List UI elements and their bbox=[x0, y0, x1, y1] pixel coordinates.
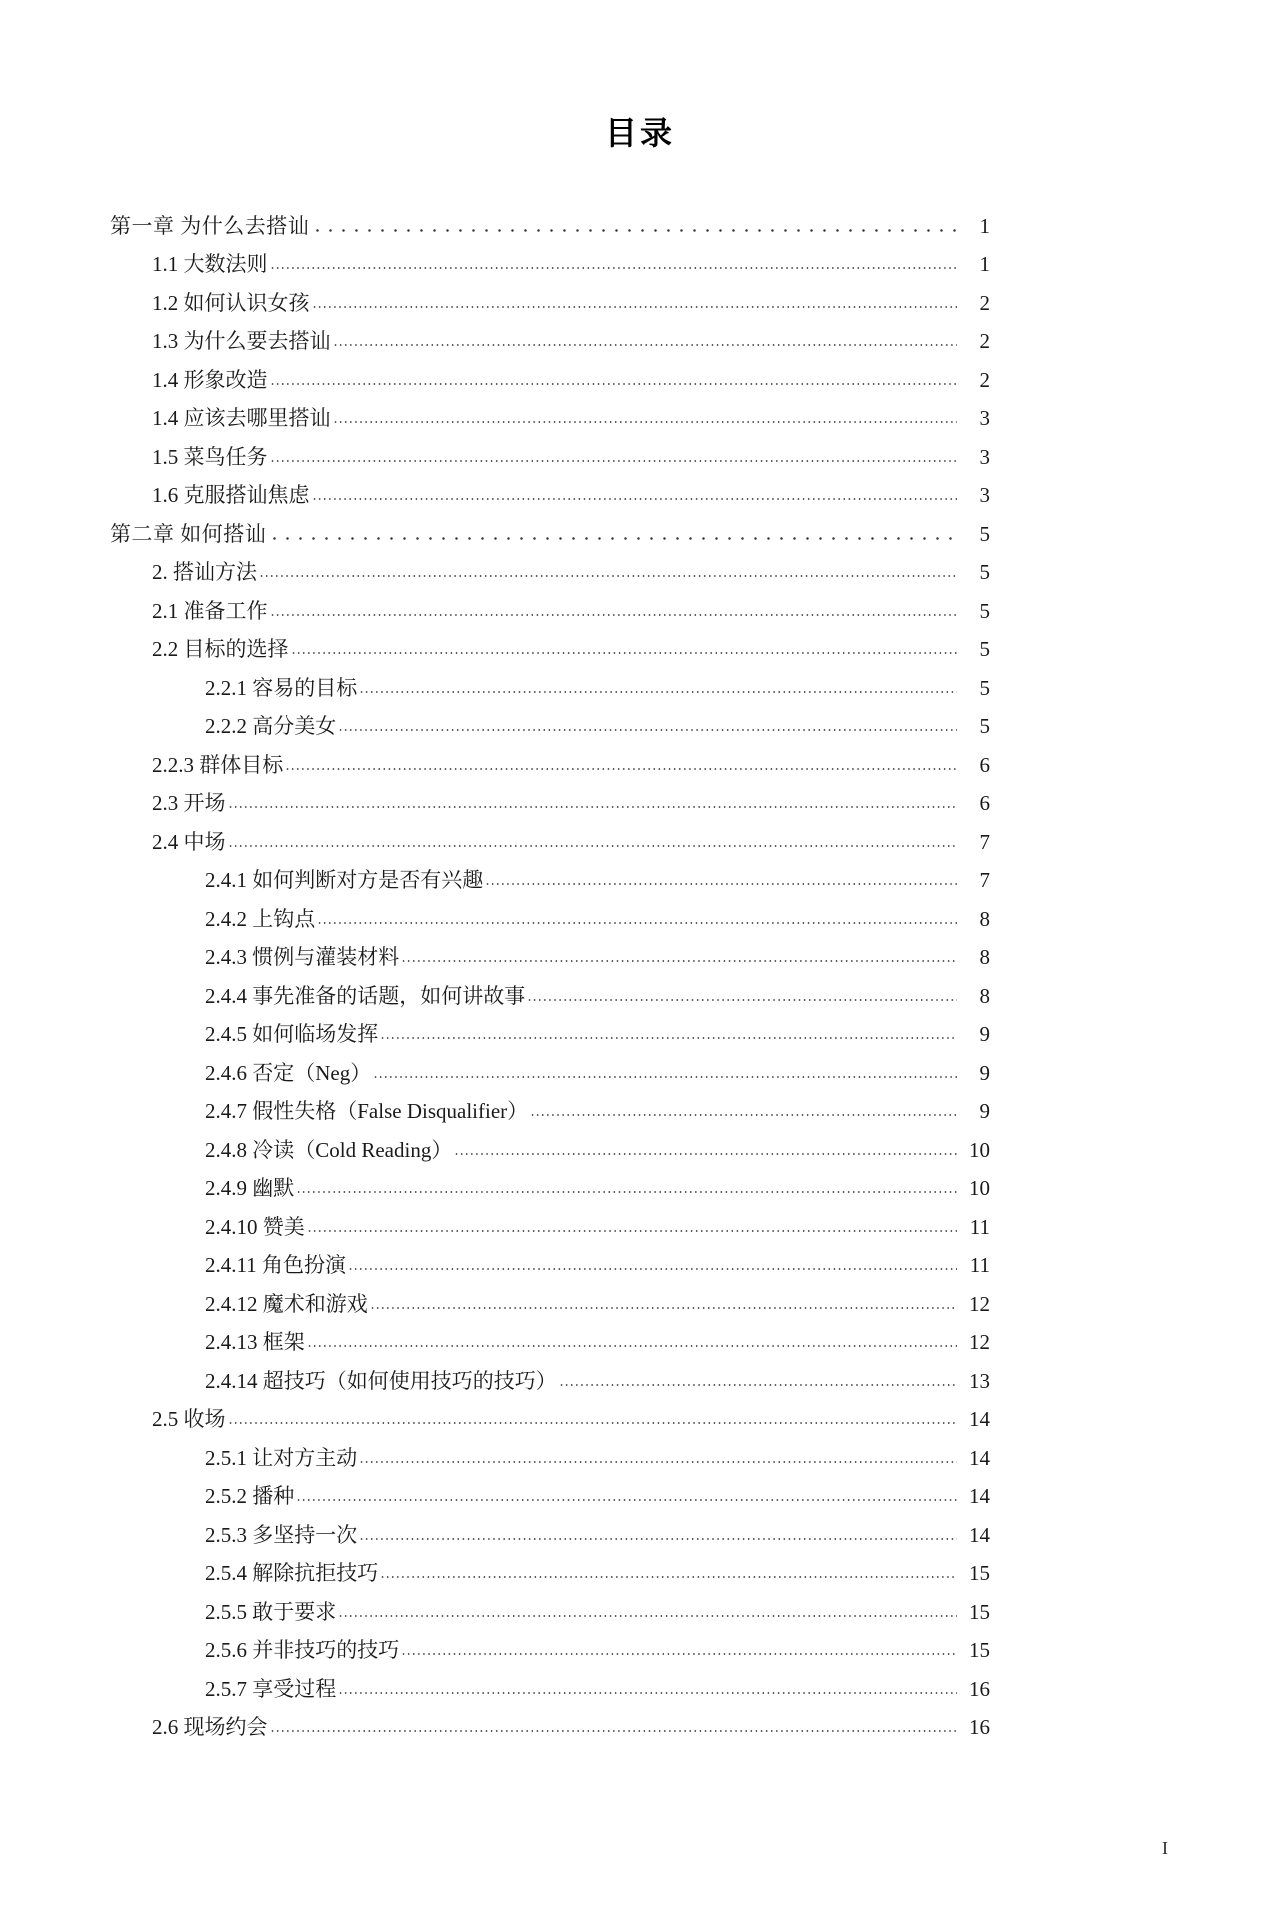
toc-leader-dots bbox=[270, 369, 958, 390]
toc-entry-label: 1.2 如何认识女孩 bbox=[152, 290, 310, 315]
toc-entry-page-number: 7 bbox=[979, 868, 990, 892]
toc-leader-dots bbox=[333, 330, 958, 351]
toc-entry-label: 2.4.14 超技巧（如何使用技巧的技巧） bbox=[205, 1368, 557, 1393]
toc-entry-label: 2.4 中场 bbox=[152, 829, 226, 854]
toc-entry[interactable] bbox=[110, 1661, 990, 1700]
toc-entry-page-number: 14 bbox=[969, 1522, 990, 1547]
toc-entry-page-number: 14 bbox=[969, 1407, 990, 1431]
toc-entry-page-number: 3 bbox=[979, 483, 990, 507]
toc-leader-dots bbox=[527, 985, 957, 1006]
toc-entry-page-number: 15 bbox=[969, 1561, 990, 1585]
toc-leader-dots bbox=[317, 908, 957, 929]
toc-entry[interactable] bbox=[110, 1469, 990, 1508]
toc-entry-page-number: 10 bbox=[969, 1176, 990, 1200]
toc-entry-label: 2.2.1 容易的目标 bbox=[205, 675, 358, 700]
toc-entry[interactable] bbox=[110, 968, 990, 1007]
toc-entry-label: 2.4.10 赞美 bbox=[205, 1214, 305, 1239]
toc-entry[interactable] bbox=[110, 660, 990, 699]
toc-entry-page-number: 6 bbox=[979, 752, 990, 777]
toc-entry-page-number: 11 bbox=[969, 1253, 990, 1277]
toc-leader-dots bbox=[333, 407, 958, 428]
toc-entry-page-number: 8 bbox=[979, 945, 990, 969]
toc-leader-dots bbox=[312, 484, 958, 505]
toc-entry-label: 2.4.2 上钩点 bbox=[205, 906, 316, 931]
toc-leader-dots bbox=[373, 1062, 957, 1083]
toc-entry-page-number: 8 bbox=[979, 906, 990, 931]
toc-entry[interactable] bbox=[110, 198, 990, 237]
toc-leader-dots bbox=[296, 1177, 957, 1198]
toc-entry-label: 2.4.12 魔术和游戏 bbox=[205, 1291, 368, 1316]
toc-entry[interactable] bbox=[110, 1430, 990, 1469]
toc-entry-label: 2.4.3 惯例与灌装材料 bbox=[205, 945, 400, 969]
toc-entry-label: 2.5.1 让对方主动 bbox=[205, 1445, 358, 1470]
toc-entry-page-number: 5 bbox=[979, 560, 990, 584]
toc-entry-label: 第二章 如何搭讪 bbox=[110, 521, 267, 546]
toc-entry-label: 2.5.5 敢于要求 bbox=[205, 1599, 337, 1624]
toc-leader-dots bbox=[559, 1370, 957, 1391]
toc-entry-label: 1.3 为什么要去搭讪 bbox=[152, 329, 331, 353]
toc-entry[interactable] bbox=[110, 1276, 990, 1315]
toc-entry[interactable] bbox=[110, 1007, 990, 1046]
toc-leader-dots bbox=[359, 1524, 957, 1545]
toc-entry[interactable] bbox=[110, 352, 990, 391]
toc-entry[interactable] bbox=[110, 1161, 990, 1200]
toc-entry-label: 2.4.8 冷读（Cold Reading） bbox=[205, 1137, 453, 1162]
toc-entry-page-number: 1 bbox=[979, 252, 990, 276]
toc-entry-label: 2.4.9 幽默 bbox=[205, 1176, 295, 1200]
toc-entry-label: 2.5.7 享受过程 bbox=[205, 1676, 337, 1701]
toc-entry[interactable] bbox=[110, 1700, 990, 1739]
toc-entry[interactable] bbox=[110, 1546, 990, 1585]
toc-entry-label: 1.5 菜鸟任务 bbox=[152, 444, 268, 469]
toc-entry-label: 2.5.6 并非技巧的技巧 bbox=[205, 1638, 400, 1662]
toc-entry[interactable] bbox=[110, 1584, 990, 1623]
toc-leader-dots bbox=[296, 1485, 957, 1506]
toc-entry[interactable] bbox=[110, 699, 990, 738]
toc-entry-label: 2.5.4 解除抗拒技巧 bbox=[205, 1561, 379, 1585]
toc-entry-page-number: 2 bbox=[979, 290, 990, 315]
toc-entry-label: 2.4.4 事先准备的话题，如何讲故事 bbox=[205, 983, 526, 1008]
toc-entry-label: 2.4.6 否定（Neg） bbox=[205, 1060, 372, 1085]
toc-entry[interactable] bbox=[110, 275, 990, 314]
toc-leader-dots bbox=[291, 638, 958, 659]
toc-entry[interactable] bbox=[110, 545, 990, 584]
toc-entry-label: 2.3 开场 bbox=[152, 791, 226, 815]
toc-entry-label: 2.4.7 假性失格（False Disqualifier） bbox=[205, 1099, 529, 1123]
toc-entry-label: 2.5.2 播种 bbox=[205, 1484, 295, 1508]
toc-entry[interactable] bbox=[110, 391, 990, 430]
toc-leader-dots bbox=[307, 1331, 957, 1352]
toc-leader-dots bbox=[228, 831, 958, 852]
toc-leader-dots bbox=[359, 1447, 957, 1468]
toc-leader-dots bbox=[270, 600, 958, 621]
toc-entry[interactable] bbox=[110, 814, 990, 853]
toc-entry[interactable] bbox=[110, 1199, 990, 1238]
toc-leader-dots bbox=[348, 1254, 957, 1275]
toc-leader-dots bbox=[338, 715, 957, 736]
toc-entry-page-number: 15 bbox=[969, 1599, 990, 1624]
toc-leader-dots bbox=[380, 1023, 957, 1044]
toc-entry-label: 2.2.2 高分美女 bbox=[205, 714, 337, 738]
toc-entry-label: 2.4.11 角色扮演 bbox=[205, 1253, 346, 1277]
toc-entry-page-number: 16 bbox=[969, 1715, 990, 1739]
toc-entry-page-number: 6 bbox=[979, 791, 990, 815]
toc-entry[interactable] bbox=[110, 237, 990, 276]
toc-entry[interactable] bbox=[110, 1084, 990, 1123]
toc-entry-page-number: 16 bbox=[969, 1676, 990, 1701]
toc-leader-dots bbox=[401, 946, 957, 967]
toc-entry-page-number: 12 bbox=[969, 1291, 990, 1316]
toc-leader-dots bbox=[311, 215, 957, 236]
toc-entry-page-number: 13 bbox=[969, 1368, 990, 1393]
toc-entry[interactable] bbox=[110, 468, 990, 507]
toc-entry-page-number: 9 bbox=[979, 1099, 990, 1123]
toc-entry-label: 2.4.1 如何判断对方是否有兴趣 bbox=[205, 868, 484, 892]
toc-entry-label: 2.2 目标的选择 bbox=[152, 637, 289, 661]
toc-entry-page-number: 3 bbox=[979, 406, 990, 430]
toc-entry[interactable] bbox=[110, 853, 990, 892]
toc-entry[interactable] bbox=[110, 1353, 990, 1392]
toc-leader-dots bbox=[285, 754, 957, 775]
toc-leader-dots bbox=[359, 677, 957, 698]
toc-entry-page-number: 2 bbox=[979, 367, 990, 392]
toc-entry-page-number: 5 bbox=[979, 675, 990, 700]
toc-entry-page-number: 3 bbox=[979, 444, 990, 469]
toc-entry-label: 1.4 应该去哪里搭讪 bbox=[152, 406, 331, 430]
toc-entry-label: 2.5 收场 bbox=[152, 1407, 226, 1431]
toc-entry-page-number: 5 bbox=[979, 521, 990, 546]
toc-entry-page-number: 5 bbox=[979, 714, 990, 738]
toc-entry-page-number: 12 bbox=[969, 1330, 990, 1354]
toc-leader-dots bbox=[338, 1601, 957, 1622]
toc-entry-page-number: 15 bbox=[969, 1638, 990, 1662]
toc-leader-dots bbox=[228, 1408, 958, 1429]
toc-entry-label: 2.1 准备工作 bbox=[152, 598, 268, 623]
toc-entry[interactable] bbox=[110, 1623, 990, 1662]
toc-entry-page-number: 9 bbox=[979, 1022, 990, 1046]
toc-entry-label: 2.4.13 框架 bbox=[205, 1330, 305, 1354]
page-number-footer: I bbox=[1162, 1838, 1168, 1858]
toc-entry[interactable] bbox=[110, 1392, 990, 1431]
toc-entry-page-number: 11 bbox=[969, 1214, 990, 1239]
toc-entry-label: 2. 搭讪方法 bbox=[152, 560, 257, 584]
toc-entry[interactable] bbox=[110, 1122, 990, 1161]
toc-entry[interactable] bbox=[110, 930, 990, 969]
toc-entry[interactable] bbox=[110, 506, 990, 545]
toc-entry-label: 2.5.3 多坚持一次 bbox=[205, 1522, 358, 1547]
toc-leader-dots bbox=[485, 869, 957, 890]
toc-entry-page-number: 10 bbox=[969, 1137, 990, 1162]
toc-leader-dots bbox=[228, 792, 958, 813]
toc-leader-dots bbox=[270, 253, 958, 274]
toc-entry-page-number: 1 bbox=[979, 213, 990, 238]
toc-entry[interactable] bbox=[110, 1045, 990, 1084]
toc-entry[interactable] bbox=[110, 891, 990, 930]
toc-leader-dots bbox=[380, 1562, 957, 1583]
toc-entry[interactable] bbox=[110, 622, 990, 661]
table-of-contents-list bbox=[110, 198, 990, 1738]
toc-leader-dots bbox=[401, 1639, 957, 1660]
toc-leader-dots bbox=[259, 561, 957, 582]
toc-entry-label: 2.2.3 群体目标 bbox=[152, 752, 284, 777]
toc-entry[interactable] bbox=[110, 583, 990, 622]
toc-entry-label: 1.1 大数法则 bbox=[152, 252, 268, 276]
toc-entry-page-number: 7 bbox=[979, 829, 990, 854]
toc-entry-page-number: 14 bbox=[969, 1445, 990, 1470]
toc-entry-page-number: 14 bbox=[969, 1484, 990, 1508]
toc-entry[interactable] bbox=[110, 776, 990, 815]
toc-leader-dots bbox=[268, 523, 957, 544]
toc-leader-dots bbox=[270, 446, 958, 467]
toc-leader-dots bbox=[338, 1678, 957, 1699]
toc-entry[interactable] bbox=[110, 1315, 990, 1354]
toc-leader-dots bbox=[312, 292, 958, 313]
toc-entry-label: 1.4 形象改造 bbox=[152, 367, 268, 392]
toc-leader-dots bbox=[307, 1216, 957, 1237]
toc-entry-page-number: 8 bbox=[979, 983, 990, 1008]
toc-entry-label: 第一章 为什么去搭讪 bbox=[110, 213, 310, 238]
toc-entry[interactable] bbox=[110, 1507, 990, 1546]
toc-entry-page-number: 5 bbox=[979, 598, 990, 623]
toc-entry-page-number: 9 bbox=[979, 1060, 990, 1085]
toc-entry-page-number: 2 bbox=[979, 329, 990, 353]
toc-leader-dots bbox=[370, 1293, 957, 1314]
toc-entry-page-number: 5 bbox=[979, 637, 990, 661]
toc-entry[interactable] bbox=[110, 429, 990, 468]
toc-entry-label: 2.6 现场约会 bbox=[152, 1715, 268, 1739]
toc-leader-dots bbox=[530, 1100, 957, 1121]
toc-entry[interactable] bbox=[110, 737, 990, 776]
toc-entry-label: 1.6 克服搭讪焦虑 bbox=[152, 483, 310, 507]
toc-entry-label: 2.4.5 如何临场发挥 bbox=[205, 1022, 379, 1046]
toc-entry[interactable] bbox=[110, 314, 990, 353]
toc-leader-dots bbox=[270, 1716, 958, 1737]
toc-entry[interactable] bbox=[110, 1238, 990, 1277]
toc-leader-dots bbox=[454, 1139, 957, 1160]
page-title: 目录 bbox=[604, 115, 675, 151]
